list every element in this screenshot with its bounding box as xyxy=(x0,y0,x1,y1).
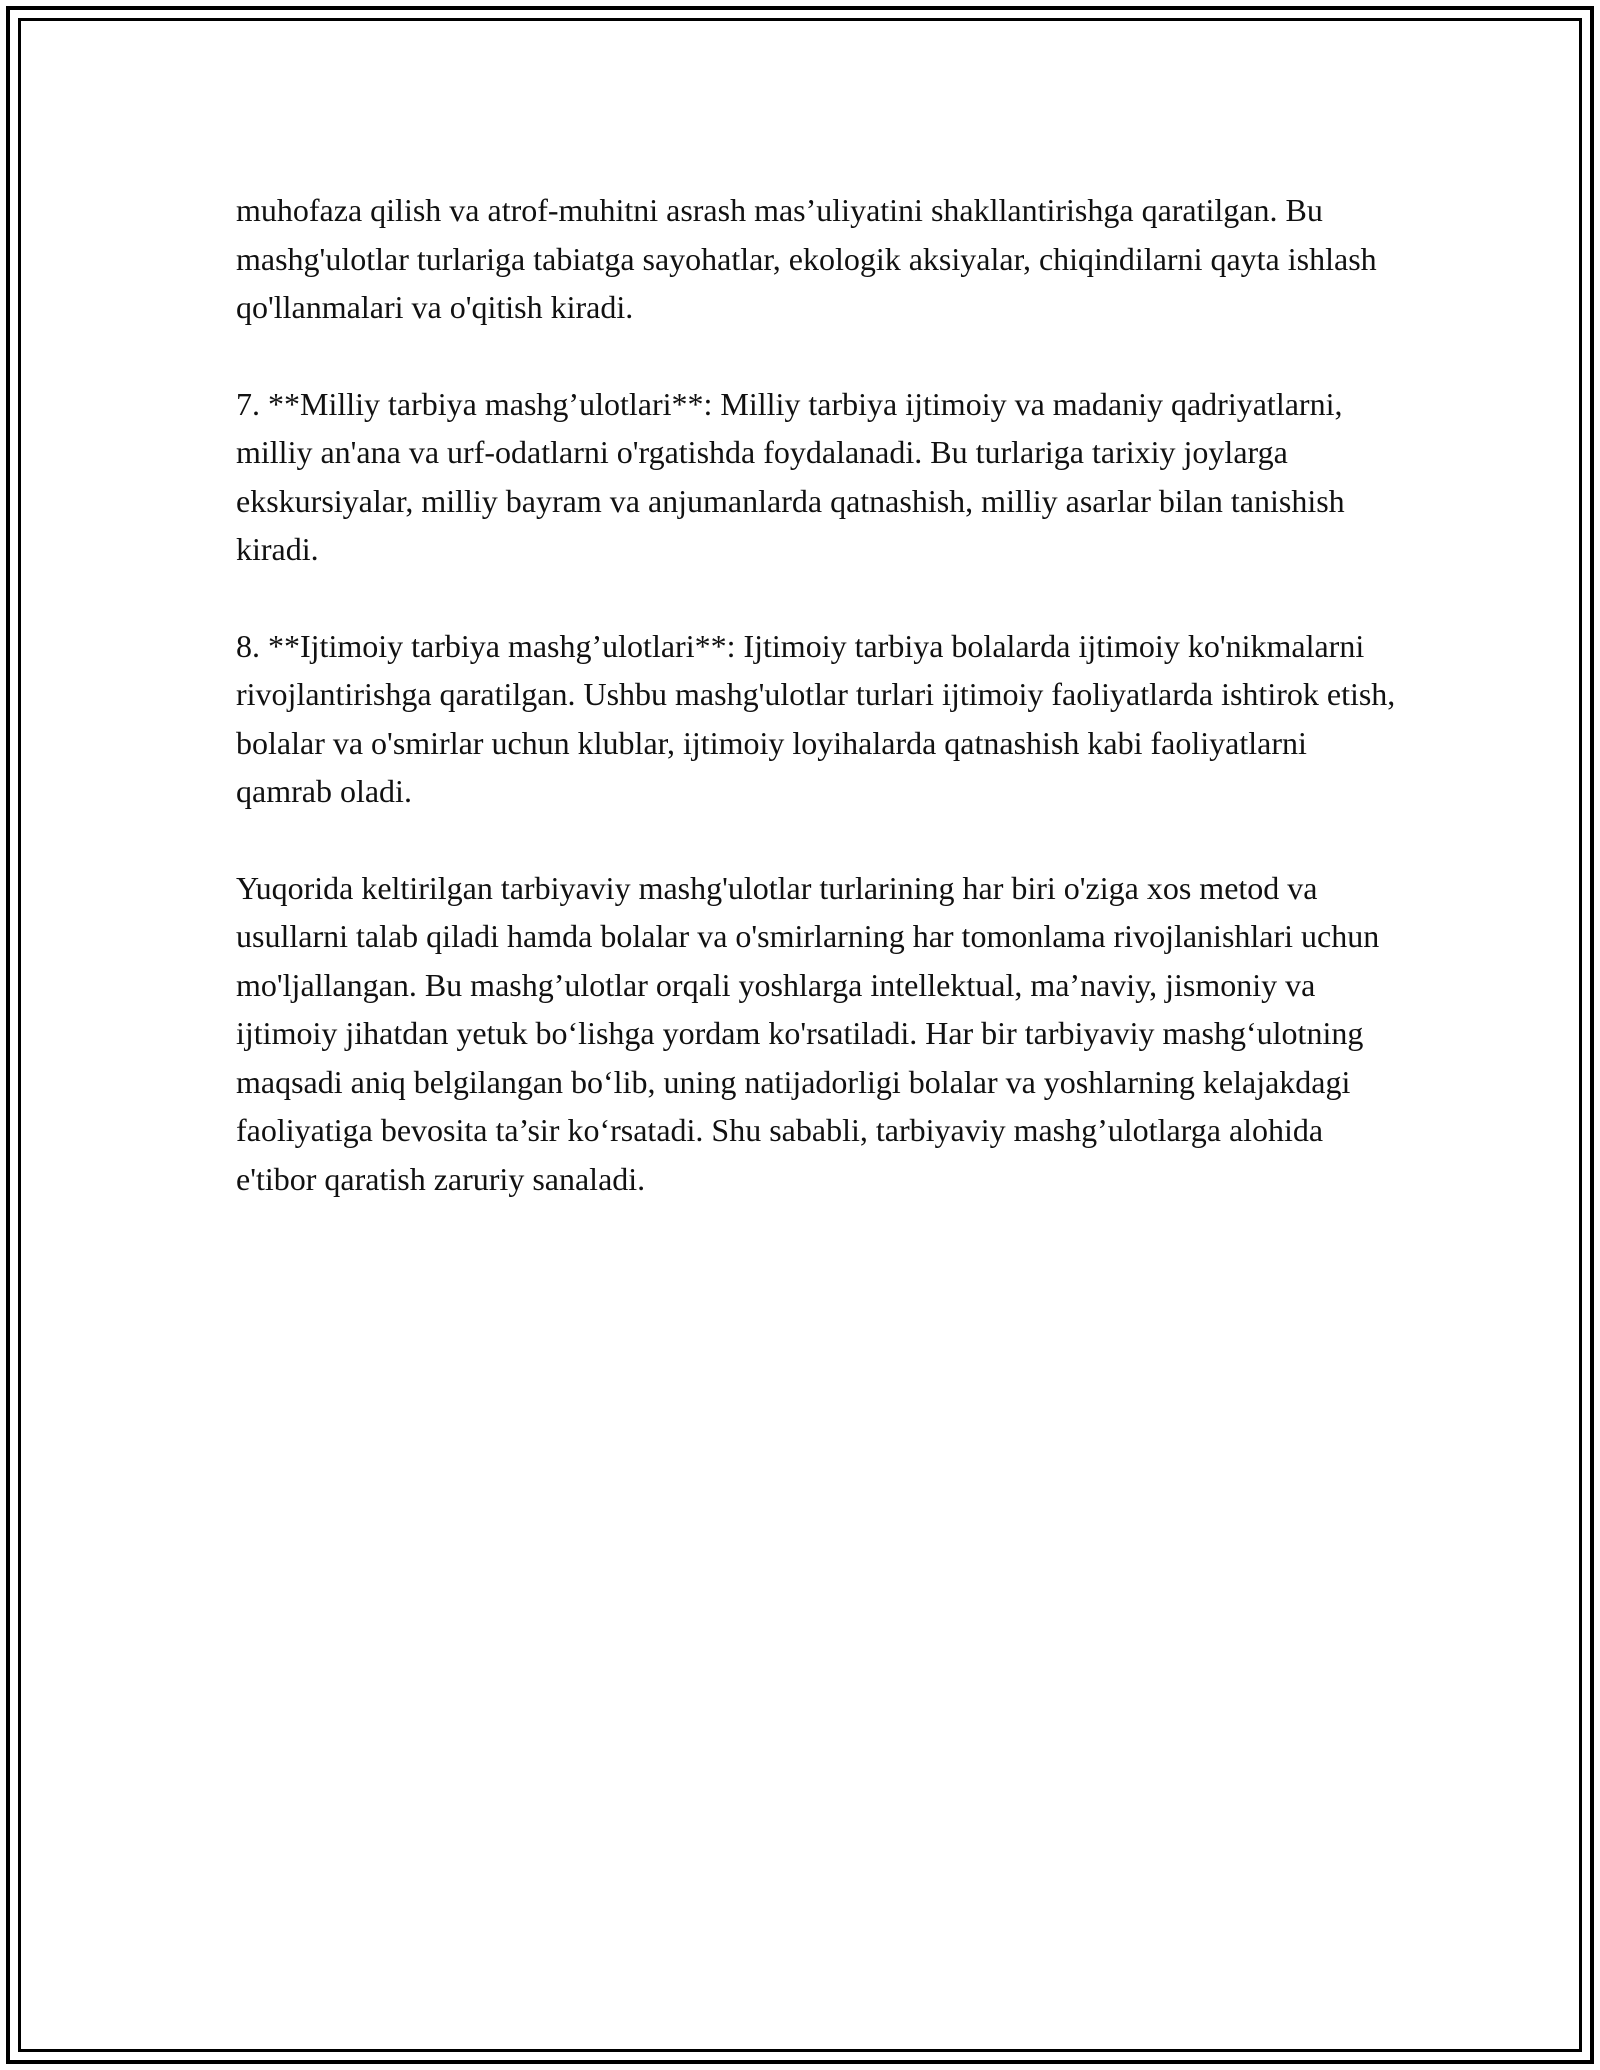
paragraph-ecological-continuation: muhofaza qilish va atrof-muhitni asrash mas’uliyatini shakllantirishga qaratilgan. Bu mashg'ulotlar turlariga tabiatga sayohatlar, ekologik aksiyalar, chiqindilarni qayta ishlash qo'llanmalari va o'qitish kiradi. xyxy=(236,192,1377,325)
paragraph-national-education: 7. **Milliy tarbiya mashg’ulotlari**: Milliy tarbiya ijtimoiy va madaniy qadriyatlarni, milliy an'ana va urf-odatlarni o'rgatishda foydalanadi. Bu turlariga tarixiy joylarga ekskursiyalar, milliy bayram va anjumanlarda qatnashish, milliy asarlar bilan tanishish kiradi. xyxy=(236,385,1345,567)
paragraph-conclusion: Yuqorida keltirilgan tarbiyaviy mashg'ulotlar turlarining har biri o'ziga xos metod va usullarni talab qiladi hamda bolalar va o'smirlarning har tomonlama rivojlanishlari uchun mo'ljallangan. Bu mashg’ulotlar orqali yoshlarga intellektual, ma’naviy, jismoniy va ijtimoiy jihatdan yetuk bo‘lishga yordam ko'rsatiladi. Har bir tarbiyaviy mashg‘ulotning maqsadi aniq belgilangan bo‘lib, uning natijadorligi bolalar va yoshlarning kelajakdagi faoliyatiga bevosita ta’sir ko‘rsatadi. Shu sababli, tarbiyaviy mashg’ulotlarga alohida e'tibor qaratish zaruriy sanaladi. xyxy=(236,869,1380,1197)
paragraph-social-education: 8. **Ijtimoiy tarbiya mashg’ulotlari**: Ijtimoiy tarbiya bolalarda ijtimoiy ko'nikmalarni rivojlantirishga qaratilgan. Ushbu mashg'ulotlar turlari ijtimoiy faoliyatlarda ishtirok etish, bolalar va o'smirlar uchun klublar, ijtimoiy loyihalarda qatnashish kabi faoliyatlarni qamrab oladi. xyxy=(236,627,1396,809)
document-body xyxy=(236,186,1396,1251)
